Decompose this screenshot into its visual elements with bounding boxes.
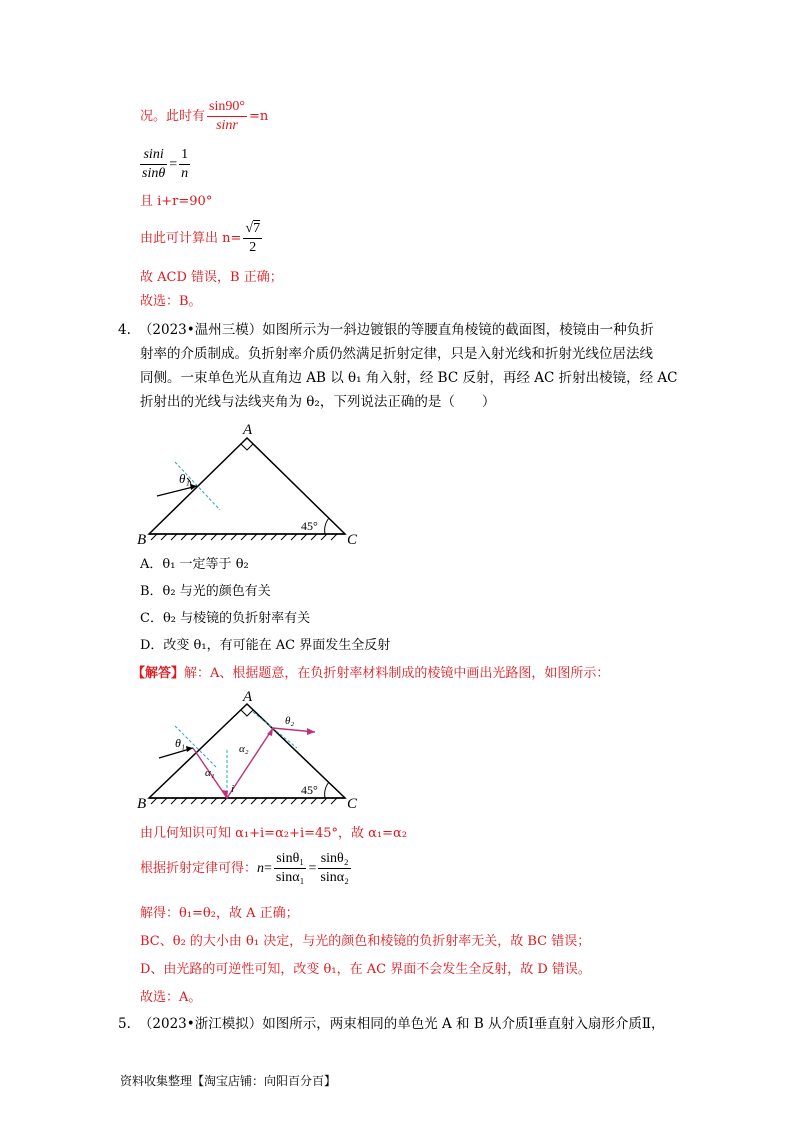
- ground-hatching: [151, 534, 337, 540]
- solution-line-4: 由此可计算出 n= $\frac{√7}{2}$: [140, 221, 261, 255]
- question-4-line-1: 4. （2023•温州三模）如图所示为一斜边镀银的等腰直角棱镜的截面图，棱镜由一种负折: [118, 322, 654, 338]
- fraction-sqrt7-over-2: $\frac{√7}{2}$: [245, 221, 261, 255]
- option-d: D．改变 θ₁，有可能在 AC 界面发生全反射: [140, 638, 391, 653]
- svg-text:A: A: [243, 690, 253, 705]
- solution-bc: BC、θ₂ 的大小由 θ₁ 决定，与光的颜色和棱镜的负折射率无关，故 BC 错误；: [140, 934, 591, 949]
- theta1-label-2: θ₁: [175, 736, 186, 750]
- vertex-a-label: A: [243, 422, 253, 438]
- vertex-b-label: B: [137, 532, 147, 548]
- alpha1-label: α₁: [205, 767, 215, 779]
- right-angle-mark: [241, 444, 253, 450]
- angle-45-label: 45°: [301, 519, 318, 533]
- answer-intro: 【解答】解：A、根据题意，在负折射率材料制成的棱镜中画出光路图，如图所示：: [132, 666, 610, 681]
- option-c: C．θ₂ 与棱镜的负折射率有关: [140, 611, 311, 626]
- svg-text:45°: 45°: [301, 783, 318, 797]
- vertex-c-label: C: [347, 532, 358, 548]
- alpha2-label: α₂: [239, 743, 249, 755]
- footer-text: 资料收集整理【淘宝店铺：向阳百分百】: [120, 1074, 337, 1088]
- fraction-sin90-over-sinr: $\frac{\sin 90^\circ}{\sin r}$: [209, 99, 245, 133]
- prism-figure-2: [135, 690, 365, 815]
- solution-geometry: 由几何知识可知 α₁+i=α₂+i=45°，故 α₁=α₂: [140, 826, 408, 841]
- ground-hatching-2: [151, 798, 337, 804]
- i-label: i: [231, 783, 235, 795]
- option-a: A．θ₁ 一定等于 θ₂: [140, 557, 249, 572]
- equation-sini-over-sintheta: $\frac{\sin i}{\sin\theta}$ = $\frac{1}{n}$: [142, 147, 189, 181]
- theta1-label: θ₁: [179, 471, 190, 486]
- question-4-line-3: 同侧。一束单色光从直角边 AB 以 θ₁ 角入射，经 BC 反射，再经 AC 折射出棱镜，经 AC: [140, 370, 678, 386]
- solution-refraction-law: 根据折射定律可得：n= $\frac{\text{sinθ₁}}{\text{sinα₁}}$ = $\frac{\text{sinθ₂}}{\text{sinα₂}}$: [140, 851, 349, 885]
- solution-line-5: 故 ACD 错误，B 正确；: [140, 270, 283, 285]
- solution-result: 解得：θ₁=θ₂，故 A 正确；: [140, 906, 299, 921]
- option-b: B．θ₂ 与光的颜色有关: [140, 584, 271, 599]
- theta2-label: θ₂: [285, 715, 295, 727]
- prism-figure-1: [135, 420, 365, 550]
- question-4-line-2: 射率的介质制成。负折射率介质仍然满足折射定律，只是入射光线和折射光线位居法线: [140, 346, 653, 362]
- svg-text:C: C: [347, 796, 358, 812]
- solution-line-6: 故选：B。: [140, 294, 202, 309]
- solution-line-1: 况。此时有 $\frac{\sin 90^\circ}{\sin r}$ =n: [140, 99, 269, 133]
- svg-text:B: B: [137, 796, 147, 812]
- solution-line-3: 且 i+r=90°: [140, 194, 213, 209]
- solution-d: D、由光路的可逆性可知，改变 θ₁，在 AC 界面不会发生全反射，故 D 错误。: [140, 962, 591, 977]
- solution-final: 故选：A。: [140, 990, 202, 1005]
- question-4-line-4: 折射出的光线与法线夹角为 θ₂，下列说法正确的是（ ）: [140, 394, 496, 410]
- question-5-line-1: 5. （2023•浙江模拟）如图所示，两束相同的单色光 A 和 B 从介质Ⅰ垂直射入扇形介质Ⅱ，: [118, 1016, 665, 1032]
